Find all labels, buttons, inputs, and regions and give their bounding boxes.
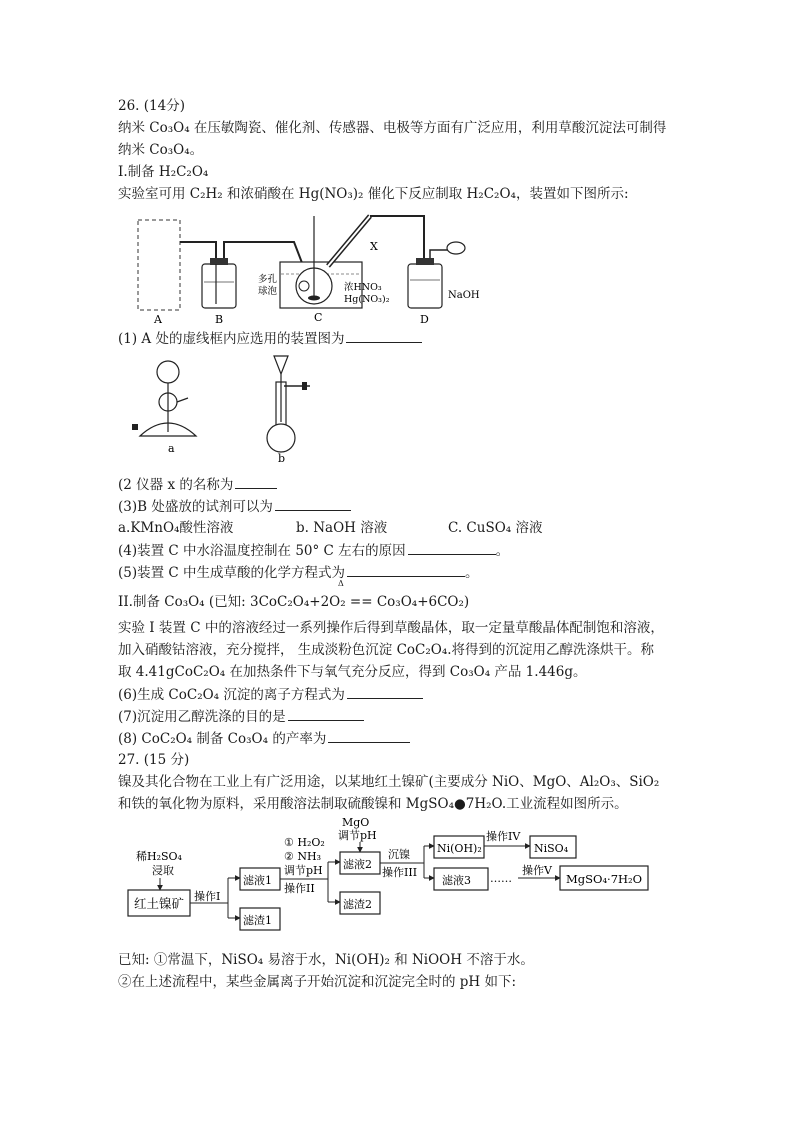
leach-label: 浸取 <box>152 864 174 877</box>
label-d: D <box>420 313 429 326</box>
op3-label: 操作III <box>382 866 418 879</box>
q26-question-3-options <box>118 518 233 539</box>
filtrate1-label: 滤液1 <box>243 874 272 887</box>
q27-known-1: 已知: ①常温下，NiSO₄ 易溶于水，Ni(OH)₂ 和 NiOOH 不溶于水。 <box>118 952 534 968</box>
bottle-d-stopper <box>416 258 434 265</box>
h2o2-label: ① H₂O₂ <box>284 836 325 849</box>
acid-label: 稀H₂SO₄ <box>136 850 182 863</box>
q26-part2-title: II.制备 Co₃O₄ (已知: 3CoC₂O₄+2O₂ == Co₃O₄+6CO₂) <box>118 594 470 610</box>
q26-question-2: (2 仪器 x 的名称为 <box>118 474 277 496</box>
ore-label: 红土镍矿 <box>134 896 185 911</box>
fig-b-label: b <box>278 452 286 464</box>
niso4-label: NiSO₄ <box>534 842 569 855</box>
q26-intro-line-2: 纳米 Co₃O₄。 <box>118 142 204 158</box>
kipp-outlet <box>177 398 188 402</box>
balloon-tube <box>430 250 448 258</box>
filtrate3-label: 滤液3 <box>442 874 471 887</box>
ph-label: pH <box>360 829 377 842</box>
option-a: a.KMnO₄酸性溶液 <box>118 520 234 536</box>
q26-question-6: (6)生成 CoC₂O₄ 沉淀的离子方程式为 <box>118 684 423 706</box>
process-flowchart <box>118 814 658 936</box>
dashed-box-a <box>138 220 180 310</box>
tube-c-d <box>370 216 424 262</box>
delta-mark: Δ <box>338 579 344 588</box>
q27-intro-line-2: 和铁的氧化物为原料，采用酸溶法制取硫酸镍和 MgSO₄●7H₂O.工业流程如图所示。 <box>118 796 628 812</box>
kipp-valve <box>132 424 138 430</box>
q26-part2-paragraph-3: 取 4.41gCoC₂O₄ 在加热条件下与氧气充分反应，得到 Co₃O₄ 产品 1.446g。 <box>118 664 587 680</box>
dots-label: …… <box>490 872 512 885</box>
mgso4-label: MgSO₄·7H₂O <box>566 872 643 886</box>
option-figures <box>118 352 338 464</box>
op4-label: 操作IV <box>486 830 521 843</box>
q26-question-3: (3)B 处盛放的试剂可以为 <box>118 496 351 518</box>
label-b: B <box>215 313 224 326</box>
option-b: b. NaOH 溶液 <box>296 520 388 536</box>
nioh2-label: Ni(OH)₂ <box>437 842 482 855</box>
bottle-d <box>408 264 442 308</box>
q26-part2-paragraph-1: 实验 I 装置 C 中的溶液经过一系列操作后得到草酸晶体，取一定量草酸晶体配制饱和溶液， <box>118 620 664 636</box>
q26-part2-paragraph-2: 加入硝酸钴溶液，充分搅拌， 生成淡粉色沉淀 CoC₂O₄.将得到的沉淀用乙醇洗涤烘干。称 <box>118 642 655 658</box>
label-bubbler-2: 球泡 <box>258 286 278 297</box>
side-valve <box>302 382 307 390</box>
q26-part1-desc: 实验室可用 C₂H₂ 和浓硝酸在 Hg(NO₃)₂ 催化下反应制取 H₂C₂O₄，装置如下图所示: <box>118 186 629 202</box>
answer-blank-1[interactable] <box>346 328 422 343</box>
bottle-b-stopper <box>210 258 228 265</box>
q26-question-1: (1) A 处的虚线框内应选用的装置图为 <box>118 328 422 350</box>
condenser-inner <box>328 216 370 266</box>
label-c: C <box>314 311 323 324</box>
adjust-ph-label: 调节pH <box>284 864 323 877</box>
q26-header: 26. (14分) <box>118 98 185 114</box>
residue1-label: 滤渣1 <box>243 914 272 927</box>
q27-intro-line-1: 镍及其化合物在工业上有广泛用途，以某地红土镍矿(主要成分 NiO、MgO、Al₂O₃、SiO₂ <box>118 774 660 790</box>
adjust-label: 调节 <box>338 829 360 842</box>
answer-blank-8[interactable] <box>328 728 410 743</box>
apparatus-diagram <box>118 206 518 328</box>
mgo-label: MgO <box>342 816 370 829</box>
q27-header: 27. (15 分) <box>118 752 190 768</box>
op2-label: 操作II <box>284 882 315 895</box>
round-flask <box>267 424 295 452</box>
q26-intro-line-1: 纳米 Co₃O₄ 在压敏陶瓷、催化剂、传感器、电极等方面有广泛应用，利用草酸沉淀法可制得 <box>118 120 667 136</box>
answer-blank-2[interactable] <box>235 474 277 489</box>
option-c: C. CuSO₄ 溶液 <box>448 520 543 536</box>
answer-blank-3[interactable] <box>275 496 351 511</box>
balloon <box>447 242 465 254</box>
q26-question-5: (5)装置 C 中生成草酸的化学方程式为 。 <box>118 562 479 584</box>
fig-a-label: a <box>168 442 175 455</box>
dropping-funnel <box>274 356 288 374</box>
label-a: A <box>154 313 162 326</box>
residue2-label: 滤渣2 <box>343 898 372 911</box>
q26-question-7: (7)沉淀用乙醇洗涤的目的是 <box>118 706 364 728</box>
answer-blank-4[interactable] <box>408 540 496 555</box>
q26-part1-title: I.制备 H₂C₂O₄ <box>118 164 209 180</box>
nh3-label: ② NH₃ <box>284 850 321 863</box>
q27-known-2: ②在上述流程中，某些金属离子开始沉淀和沉淀完全时的 pH 如下: <box>118 974 517 990</box>
filtrate2-label: 滤液2 <box>343 858 372 871</box>
kipp-top-bulb <box>157 361 179 383</box>
label-reagent-c1: 浓HNO₃ <box>344 282 382 293</box>
q26-question-8: (8) CoC₂O₄ 制备 Co₃O₄ 的产率为 <box>118 728 410 750</box>
bottle-b <box>202 264 236 308</box>
stir-bar <box>308 296 320 301</box>
op5-label: 操作V <box>522 864 552 877</box>
answer-blank-6[interactable] <box>347 684 423 699</box>
label-reagent-d: NaOH <box>448 290 480 301</box>
precip-ni-label: 沉镍 <box>388 848 410 861</box>
label-x: X <box>370 240 378 253</box>
answer-blank-7[interactable] <box>288 706 364 721</box>
answer-blank-5[interactable] <box>347 562 465 577</box>
label-bubbler-1: 多孔 <box>258 274 278 285</box>
op1-label: 操作I <box>194 890 221 903</box>
label-reagent-c2: Hg(NO₃)₂ <box>344 294 390 305</box>
q26-question-4: (4)装置 C 中水浴温度控制在 50° C 左右的原因 。 <box>118 540 509 562</box>
